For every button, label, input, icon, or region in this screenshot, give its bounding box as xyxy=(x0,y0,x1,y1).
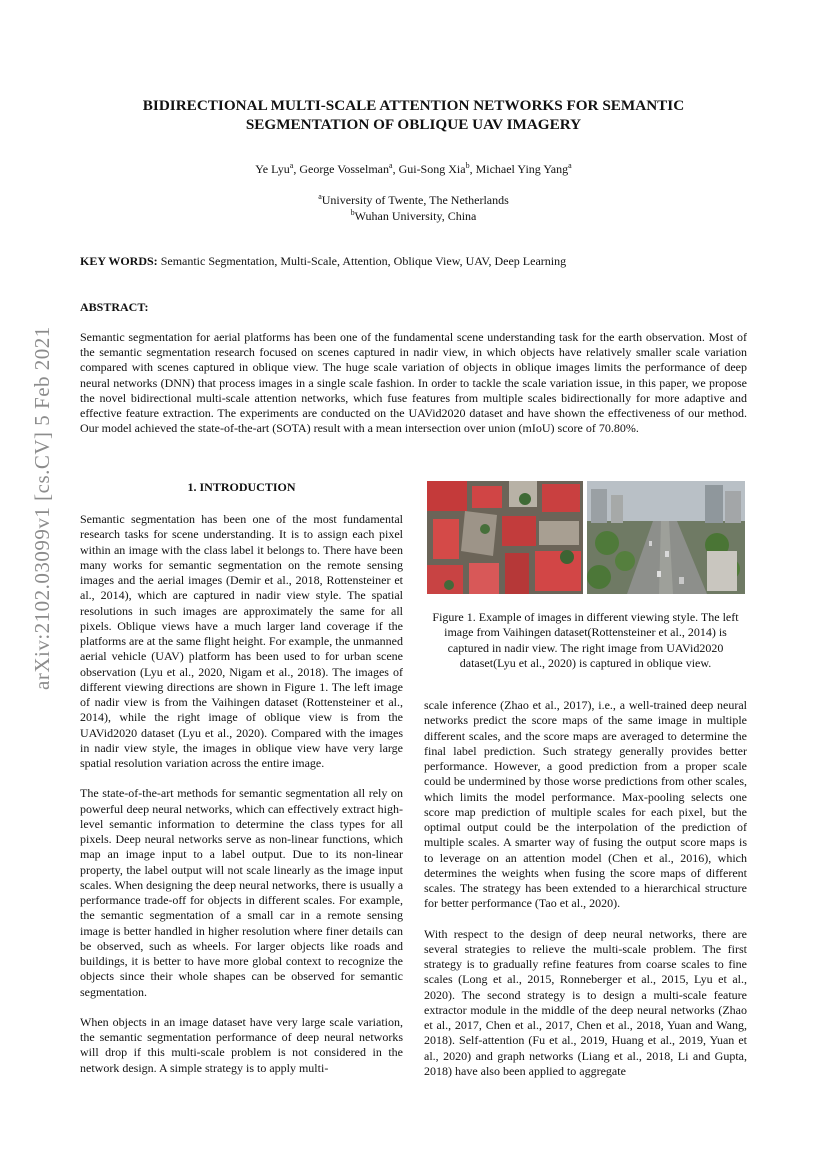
figure-1 xyxy=(427,481,745,594)
paragraph: scale inference (Zhao et al., 2017), i.e., a well-trained deep neural networks predict the score maps of the same image in multiple different scales, and the score maps are averaged to determine the final label prediction. Such strategy generally provides better performance. However, a good prediction from a proper scale could be undermined by those worse predictions from other scales, which limits the model performance. Max-pooling selects one score map prediction of multiple scales for each pixel, but the optimal output could be the interpolation of the prediction of multiple scales. A smarter way of fusing the output score maps is to leverage on an attention model (Chen et al., 2016), which determines the weights when fusing the score maps of different scales. The strategy has been extended to a hierarchical structure for better performance (Tao et al., 2020). xyxy=(424,698,747,911)
arxiv-identifier-stamp: arXiv:2102.03099v1 [cs.CV] 5 Feb 2021 xyxy=(30,326,54,690)
paper-title xyxy=(80,96,747,134)
title-line-1: BIDIRECTIONAL MULTI-SCALE ATTENTION NETWORKS FOR SEMANTIC xyxy=(142,97,685,114)
affiliation xyxy=(80,192,747,208)
affiliation-text: University of Twente, The Netherlands xyxy=(321,193,509,207)
right-column xyxy=(424,698,747,1094)
affiliation-mark: b xyxy=(350,208,355,217)
author-name: Ye Lyu xyxy=(255,162,290,176)
paragraph: When objects in an image dataset have very large scale variation, the semantic segmentation performance of deep neural networks will drop if this multi-scale problem is not considered in the network design. A simple strategy is to apply multi- xyxy=(80,1014,403,1075)
author-affil-mark: a xyxy=(289,161,294,170)
author-list: Ye Lyu$^a$, George Vosselman$^a$, Gui-Song Xia$^b$, Michael Ying Yang$^a$ xyxy=(255,161,572,176)
paragraph: The state-of-the-art methods for semantic segmentation all rely on powerful deep neural networks, which can effectively extract high-level semantic information to determine the class types for all pixels. Deep neural networks serve as non-linear functions, which map an image input to a label output. Due to its non-linear property, the label output will not scale linearly as the image input scales. When designing the deep neural networks, there is usually a performance trade-off for objects in different scales. For example, the semantic segmentation of a small car in a remote sensing image is better handled in higher resolution where finer details can be observed, such as wheels. For larger objects like roads and buildings, it is better to have more global context to recognize the objects since their whole shapes can be observed for semantic segmentation. xyxy=(80,786,404,999)
section-heading-introduction: 1. INTRODUCTION xyxy=(187,480,296,494)
keywords-text: Semantic Segmentation, Multi-Scale, Attention, Oblique View, UAV, Deep Learning xyxy=(160,254,567,268)
keywords-label: KEY WORDS: xyxy=(80,254,158,268)
oblique-view-image xyxy=(587,481,745,594)
affiliation xyxy=(80,208,747,224)
affiliation-mark: a xyxy=(318,192,322,201)
author-name: Michael Ying Yang xyxy=(475,162,569,176)
author-affil-mark: a xyxy=(389,161,393,170)
left-column xyxy=(80,512,403,1091)
title-line-2: SEGMENTATION OF OBLIQUE UAV IMAGERY xyxy=(245,116,582,133)
author-name: Gui-Song Xia xyxy=(398,162,466,176)
keywords xyxy=(80,254,747,269)
nadir-view-image xyxy=(427,481,583,594)
paragraph: Semantic segmentation has been one of the most fundamental research tasks for scene understanding. It is to assign each pixel within an image with the class label it belongs to. There have been many works for semantic segmentation on the remote sensing images and the aerial images (Demir et al., 2018, Rottensteiner et al., 2014), which are captured in nadir view style. The spatial resolutions in such images are approximately the same for all pixels. Oblique views have a much larger land coverage if the platforms are at the same flight height. For example, the unmanned aerial vehicle (UAV) platform has been used to for urban scene observation (Lyu et al., 2020, Nigam et al., 2018). The images of different viewing directions are shown in Figure 1. The left image of nadir view is from the Vaihingen dataset (Rottensteiner et al., 2014), while the right image of oblique view is from the UAVid2020 dataset (Lyu et al., 2020). Compared with the images in nadir view style, the images in oblique view have very large spatial resolution variation across the entire image. xyxy=(80,512,403,770)
figure-1-caption: Figure 1. Example of images in different viewing style. The left image from Vaihingen dataset(Rottensteiner et al., 2014) is captured in nadir view. The right image from UAVid2020 dataset(Lyu et al., 2020) is captured in oblique view. xyxy=(432,610,739,670)
paragraph: With respect to the design of deep neural networks, there are several strategies to relieve the multi-scale problem. The first strategy is to gradually refine features from coarse scales to fine scales (Long et al., 2015, Ronneberger et al., 2015, Lyu et al., 2020). The second strategy is to design a multi-scale feature extractor module in the middle of the deep neural networks (Zhao et al., 2017, Chen et al., 2017, Chen et al., 2018, Yuan and Wang, 2018). Self-attention (Fu et al., 2019, Huang et al., 2019, Yuan et al., 2020) and graph networks (Liang et al., 2018, Li and Gupta, 2018) have also been applied to aggregate xyxy=(424,926,747,1078)
author-affil-mark: b xyxy=(465,161,470,170)
affiliation-text: Wuhan University, China xyxy=(354,209,477,223)
author-affil-mark: a xyxy=(568,161,572,170)
abstract-text: Semantic segmentation for aerial platforms has been one of the fundamental scene understanding task for the earth observation. Most of the semantic segmentation research focused on scenes captured in nadir view, in which objects have relatively smaller scale variation compared with scenes captured in oblique view. The huge scale variation of objects in oblique images limits the performance of deep neural networks (DNN) that process images in a single scale fashion. In order to tackle the scale variation issue, in this paper, we propose the novel bidirectional multi-scale attention networks, which fuse features from multiple scales bidirectionally for more adaptive and effective feature extraction. The experiments are conducted on the UAVid2020 dataset and have shown the effectiveness of our method. Our model achieved the state-of-the-art (SOTA) result with a mean intersection over union (mIoU) score of 70.80%. xyxy=(80,330,747,436)
author-name: George Vosselman xyxy=(299,162,389,176)
abstract-heading: ABSTRACT: xyxy=(80,300,149,314)
